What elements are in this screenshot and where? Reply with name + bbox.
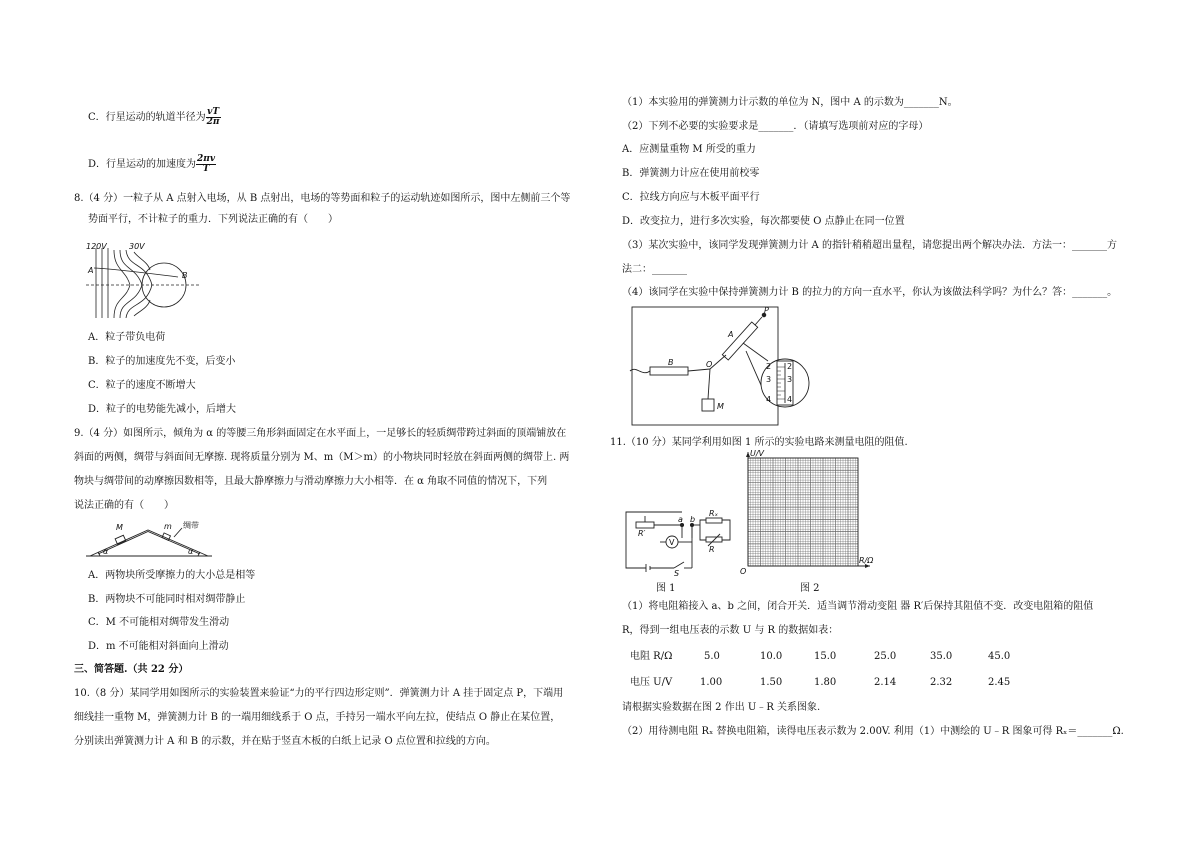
q11-label-v: V [669, 538, 675, 547]
q9-stem-line-3: 物块与绸带间的动摩擦因数相等，且最大静摩擦力与滑动摩擦力大小相等．在 α 角取不同值的情况下，下列 [74, 476, 548, 487]
q7d-fraction: $\frac{2\pi v}{T}$ [197, 154, 216, 174]
q10-scale-3: 3 [766, 375, 772, 384]
q8-option-d: D．粒子的电势能先减小，后增大 [88, 404, 237, 415]
q9-stem-line-2: 斜面的两侧，绸带与斜面间无摩擦. 现将质量分别为 M、m（M＞m）的小物块同时轻放在斜面两侧的绸带上. 两 [74, 452, 570, 463]
q10-option-a: A．应测量重物 M 所受的重力 [622, 144, 756, 155]
q9-label-alpha-right: α [188, 547, 194, 556]
q10-scale-2-right: 2 [787, 362, 793, 371]
q9-option-a: A．两物块所受摩擦力的大小总是相等 [88, 570, 256, 581]
q10-option-d: D．改变拉力，进行多次实验，每次都要使 O 点静止在同一位置 [622, 216, 905, 227]
q11-part2: （2）用待测电阻 Rₓ 替换电阻箱，读得电压表示数为 2.00V. 利用（1）中测绘的 U﹣R 图象可得 Rₓ＝_______Ω. [622, 726, 1124, 737]
q11-label-rx: Rₓ [709, 509, 719, 518]
q9-label-belt: 绸带 [183, 521, 199, 530]
q9-label-m: m [164, 522, 172, 531]
q8-stem-line-2: 势面平行，不计粒子的重力．下列说法正确的有（ ） [88, 214, 338, 225]
q10-stem-line-3: 分别读出弹簧测力计 A 和 B 的示数，并在贴于竖直木板的白纸上记录 O 点位置和拉线的方向。 [74, 736, 496, 747]
q10-scale-3-right: 3 [787, 375, 793, 384]
q11-y-axis-label: U/V [750, 449, 765, 458]
q10-sub-4: （4）该同学在实验中保持弹簧测力计 B 的拉力的方向一直水平，你认为该做法科学吗？为什么？答：_______。 [622, 287, 1118, 298]
q11-origin-label: O [740, 567, 747, 576]
q11-label-a: a [678, 515, 683, 524]
q8-label-b: B [182, 271, 188, 280]
q9-stem-line-4: 说法正确的有（ ） [74, 500, 174, 511]
q11-fig1-caption: 图 1 [656, 583, 676, 594]
q9-label-alpha-left: α [103, 547, 109, 556]
table-row-label-resistance: 电阻 R/Ω [630, 651, 673, 662]
q10-option-b: B．弹簧测力计应在使用前校零 [622, 168, 760, 179]
q11-label-r-prime: R′ [638, 529, 646, 538]
q8-option-c: C．粒子的速度不断增大 [88, 380, 196, 391]
q10-label-o: O [706, 360, 713, 369]
table-cell: 5.0 [704, 651, 720, 662]
q10-stem-line-1: 10.（8 分）某同学用如图所示的实验装置来验证“力的平行四边形定则”．弹簧测力计 A 挂于固定点 P，下端用 [74, 688, 564, 699]
table-row-label-voltage: 电压 U/V [630, 677, 673, 688]
q11-x-axis-label: R/Ω [859, 556, 874, 565]
q10-sub-3-line-2: 法二：_______ [622, 264, 687, 275]
q9-label-M: M [116, 523, 123, 532]
q8-field-figure [86, 240, 206, 320]
q11-title: 11.（10 分）某同学利用如图 1 所示的实验电路来测量电阻的阻值. [610, 437, 908, 448]
q8-label-120v: 120V [86, 242, 107, 251]
q8-option-b: B．粒子的加速度先不变，后变小 [88, 356, 236, 367]
table-cell: 1.80 [814, 677, 837, 688]
q10-label-p: P [764, 306, 769, 315]
q9-option-d: D．m 不可能相对斜面向上滑动 [88, 641, 229, 652]
q9-incline-figure [86, 520, 216, 560]
q7-option-d: D．行星运动的加速度为 $\frac{2\pi v}{T}$ [88, 154, 216, 174]
q10-label-a: A [728, 330, 734, 339]
q8-stem-line-1: 8.（4 分）一粒子从 A 点射入电场，从 B 点射出，电场的等势面和粒子的运动轨迹如图所示，图中左侧前三个等 [74, 193, 571, 204]
q8-option-a: A．粒子带负电荷 [88, 332, 166, 343]
table-cell: 25.0 [874, 651, 897, 662]
q11-fig2-caption: 图 2 [800, 583, 820, 594]
q7c-fraction: $\frac{vT}{2\pi}$ [206, 107, 220, 127]
q11-label-b: b [690, 515, 696, 524]
q11-circuit-figure [622, 508, 742, 578]
table-cell: 1.50 [760, 677, 783, 688]
section-3-heading: 三、简答题.（共 22 分） [74, 664, 189, 675]
q9-stem-line-1: 9.（4 分）如图所示，倾角为 α 的等腰三角形斜面固定在水平面上，一足够长的轻质绸带跨过斜面的顶端铺放在 [74, 428, 567, 439]
table-cell: 10.0 [760, 651, 783, 662]
q10-sub-1: （1）本实验用的弹簧测力计示数的单位为 N，图中 A 的示数为_______N。 [622, 97, 958, 108]
q8-label-30v: 30V [129, 242, 145, 251]
q11-part1-instruction: 请根据实验数据在图 2 作出 U﹣R 关系图象. [622, 702, 821, 713]
q10-option-c: C．拉线方向应与木板平面平行 [622, 192, 760, 203]
q10-label-b: B [668, 358, 674, 367]
table-cell: 35.0 [930, 651, 953, 662]
q7-option-c: C．行星运动的轨道半径为 $\frac{vT}{2\pi}$ [88, 107, 220, 127]
q10-stem-line-2: 细线挂一重物 M，弹簧测力计 B 的一端用细线系于 O 点，手持另一端水平向左拉，使结点 O 静止在某位置， [74, 712, 561, 723]
table-cell: 2.45 [988, 677, 1011, 688]
q10-label-m: M [717, 402, 724, 411]
q10-scale-4: 4 [766, 395, 772, 404]
q10-scale-4-right: 4 [787, 395, 793, 404]
q11-part1-line-2: R，得到一组电压表的示数 U 与 R 的数据如表： [622, 625, 839, 636]
q10-sub-3-line-1: （3）某次实验中，该同学发现弹簧测力计 A 的指针稍稍超出量程，请您提出两个解决办法．方法一：_______方 [622, 240, 1117, 251]
q10-scale-2: 2 [766, 362, 772, 371]
q10-apparatus-figure [628, 305, 818, 429]
q11-graph-paper [738, 449, 878, 577]
q9-option-b: B．两物块不可能同时相对绸带静止 [88, 594, 246, 605]
q8-label-a: A [88, 266, 94, 275]
q9-option-c: C．M 不可能相对绸带发生滑动 [88, 617, 230, 628]
table-cell: 2.14 [874, 677, 897, 688]
table-cell: 2.32 [930, 677, 953, 688]
table-cell: 45.0 [988, 651, 1011, 662]
table-cell: 1.00 [700, 677, 723, 688]
q10-sub-2: （2）下列不必要的实验要求是_______．（请填写选项前对应的字母） [622, 121, 929, 132]
table-cell: 15.0 [814, 651, 837, 662]
q11-label-r: R [709, 545, 715, 554]
q11-part1-line-1: （1）将电阻箱接入 a、b 之间，闭合开关．适当调节滑动变阻 器 R′后保持其阻值不变．改变电阻箱的阻值 [622, 601, 1094, 612]
q11-label-s: S [674, 569, 680, 578]
